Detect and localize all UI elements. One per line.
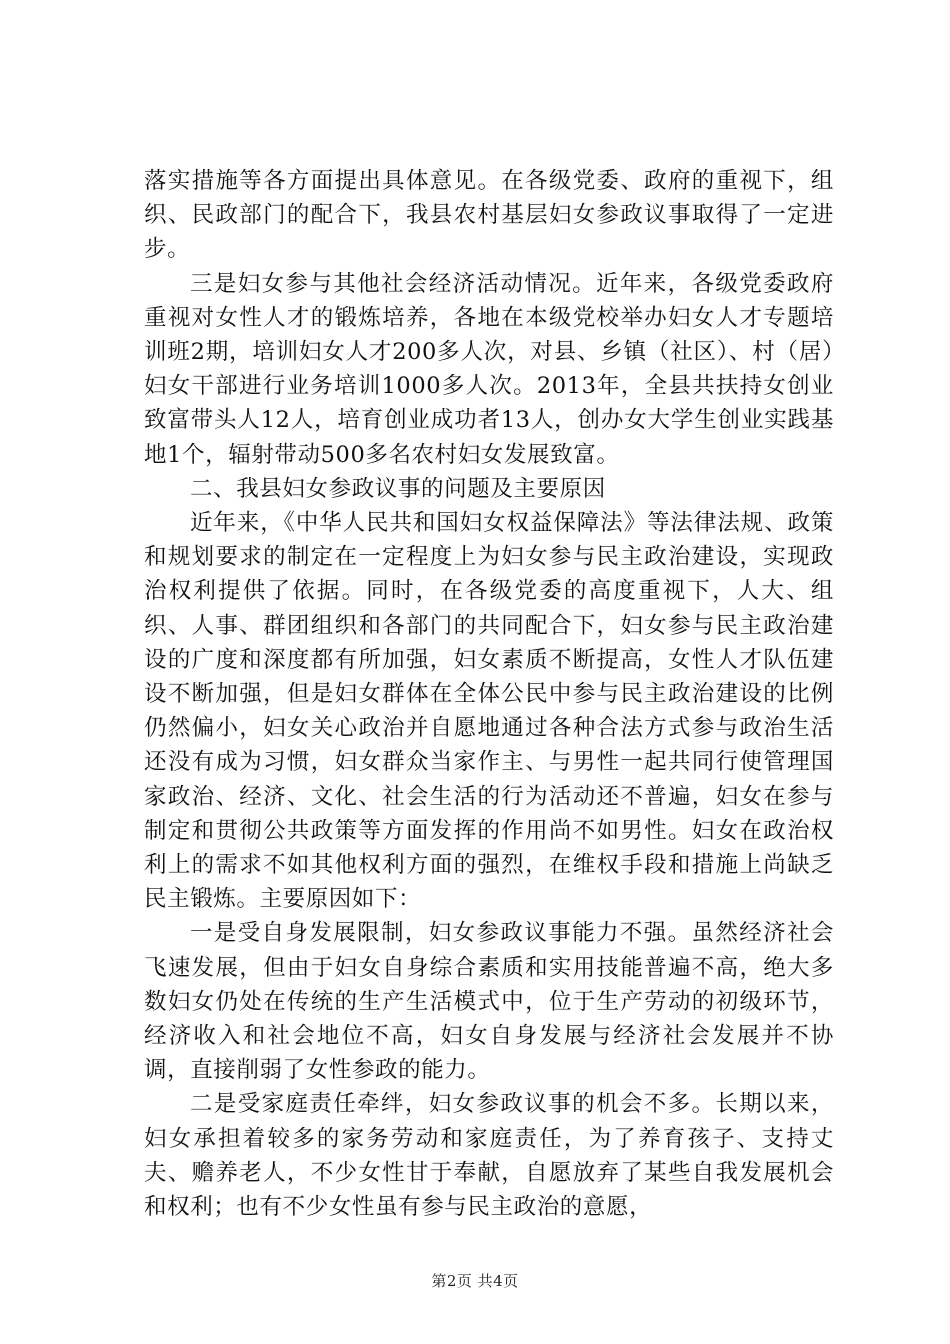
- paragraph-overview: 近年来，《中华人民共和国妇女权益保障法》等法律法规、政策和规划要求的制定在一定程度上为妇女参与民主政治建设，实现政治权利提供了依据。同时，在各级党委的高度重视下，人大、组织、人事、群团组织和各部门的共同配合下，妇女参与民主政治建设的广度和深度都有所加强，妇女素质不断提高，女性人才队伍建设不断加强，但是妇女群体在全体公民中参与民主政治建设的比例仍然偏小，妇女关心政治并自愿地通过各种合法方式参与政治生活还没有成为习惯，妇女群众当家作主、与男性一起共同行使管理国家政治、经济、文化、社会生活的行为活动还不普遍，妇女在参与制定和贯彻公共政策等方面发挥的作用尚不如男性。妇女在政治权利上的需求不如其他权利方面的强烈，在维权手段和措施上尚缺乏民主锻炼。主要原因如下：: [144, 510, 834, 913]
- section-heading-problems: 二、我县妇女参政议事的问题及主要原因: [190, 475, 606, 502]
- page-number: 第2页 共4页: [431, 1272, 519, 1290]
- paragraph-economic-activities: 三是妇女参与其他社会经济活动情况。近年来，各级党委政府重视对女性人才的锻炼培养，各地在本级党校举办妇女人才专题培训班2期，培训妇女人才200多人次，对县、乡镇（社区）、村（居）妇女干部进行业务培训1000多人次。2013年，全县共扶持女创业致富带头人12人，培育创业成功者13人，创办女大学生创业实践基地1个，辐射带动500多名农村妇女发展致富。: [144, 270, 834, 468]
- paragraph-continuation: 落实措施等各方面提出具体意见。在各级党委、政府的重视下，组织、民政部门的配合下，我县农村基层妇女参政议事取得了一定进步。: [144, 168, 834, 263]
- document-body: [144, 164, 834, 1224]
- page-footer: [0, 1271, 950, 1291]
- paragraph-reason-two: 二是受家庭责任牵绊，妇女参政议事的机会不多。长期以来，妇女承担着较多的家务劳动和家庭责任，为了养育孩子、支持丈夫、赡养老人，不少女性甘于奉献，自愿放弃了某些自我发展机会和权利；也有不少女性虽有参与民主政治的意愿，: [144, 1091, 834, 1221]
- paragraph-reason-one: 一是受自身发展限制，妇女参政议事能力不强。虽然经济社会飞速发展，但由于妇女自身综合素质和实用技能普遍不高，绝大多数妇女仍处在传统的生产生活模式中，位于生产劳动的初级环节，经济收入和社会地位不高，妇女自身发展与经济社会发展并不协调，直接削弱了女性参政的能力。: [144, 920, 834, 1084]
